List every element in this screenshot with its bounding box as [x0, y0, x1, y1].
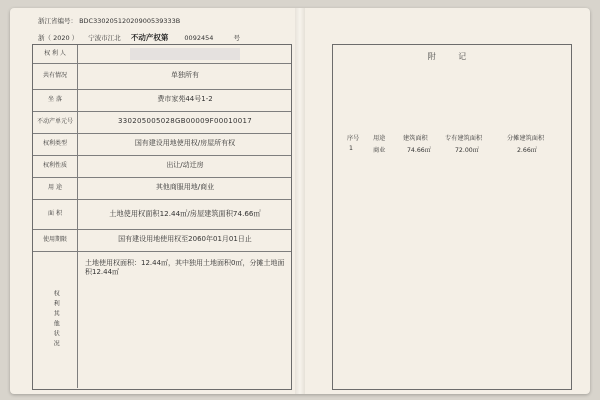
header-province-line — [38, 16, 180, 25]
table-row — [33, 177, 291, 200]
appendix-header-cell: 建筑面积 — [403, 135, 428, 142]
book-fold — [295, 8, 305, 394]
left-page — [18, 10, 285, 386]
row-value — [79, 45, 291, 63]
city: 宁波市江北 — [88, 34, 121, 42]
appendix-header-cell: 序号 — [347, 135, 360, 142]
doc-type: 不动产权第 — [130, 33, 169, 42]
table-row — [33, 45, 291, 64]
row-label: 使用期限 — [33, 229, 78, 251]
table-row — [33, 155, 291, 178]
row-label: 权利其他状况 — [33, 251, 78, 388]
cert-prefix: 浙（ 2020 ） — [38, 34, 79, 42]
table-row — [33, 199, 291, 230]
row-value: 国有建设用地使用权至2060年01月01日止 — [118, 235, 252, 244]
appendix-title: 附 记 — [427, 52, 477, 61]
appendix-header-cell: 分摊建筑面积 — [507, 135, 545, 142]
appendix-box — [332, 44, 572, 390]
row-label: 权利类型 — [33, 133, 78, 155]
row-label: 坐 落 — [33, 89, 78, 111]
row-value: 土地使用权面积：12.44㎡，其中独用土地面积0㎡，分摊土地面积12.44㎡ — [85, 259, 285, 277]
table-row — [33, 89, 291, 112]
appendix-data-cell: 72.00㎡ — [455, 147, 479, 154]
row-value: 费市家苑44号1-2 — [157, 95, 213, 104]
row-value: 330205005028GB00009F00010017 — [118, 117, 252, 126]
row-value: 国有建设用地使用权/房屋所有权 — [134, 139, 236, 148]
header-cert-line — [38, 32, 240, 43]
table-row — [33, 251, 291, 388]
redacted-name-block — [130, 48, 240, 60]
appendix-header-cell: 专有建筑面积 — [445, 135, 483, 142]
row-label: 共有情况 — [33, 63, 78, 89]
row-value: 单独所有 — [171, 71, 199, 80]
table-row — [33, 229, 291, 252]
appendix-data-row — [347, 145, 559, 157]
appendix-data-cell: 2.66㎡ — [517, 147, 537, 154]
table-row — [33, 63, 291, 90]
row-label: 面 积 — [33, 199, 78, 229]
table-row — [33, 133, 291, 156]
appendix-header-row — [347, 133, 559, 145]
appendix-data-cell: 1 — [349, 145, 353, 152]
row-label: 用 途 — [33, 177, 78, 199]
appendix-header-cell: 用途 — [373, 135, 386, 142]
rights-table — [32, 44, 292, 390]
serial-number: BDC33020512020900539333B — [79, 17, 181, 25]
row-label: 不动产单元号 — [33, 111, 78, 133]
cert-suffix: 号 — [233, 34, 240, 42]
province-label: 浙江省编号： — [38, 17, 77, 25]
appendix-grid — [347, 133, 559, 157]
row-value: 其他商服用地/商业 — [155, 183, 215, 192]
appendix-data-cell: 商业 — [373, 147, 386, 154]
right-page — [320, 10, 586, 386]
appendix-data-cell: 74.66㎡ — [407, 147, 431, 154]
row-label: 权 利 人 — [33, 45, 78, 63]
table-row — [33, 111, 291, 134]
row-value: 出让/动迁房 — [166, 161, 204, 170]
cert-number: 0092454 — [184, 34, 214, 42]
row-label: 权利性质 — [33, 155, 78, 177]
row-value: 土地使用权面积12.44㎡/房屋建筑面积74.66㎡ — [109, 209, 261, 219]
